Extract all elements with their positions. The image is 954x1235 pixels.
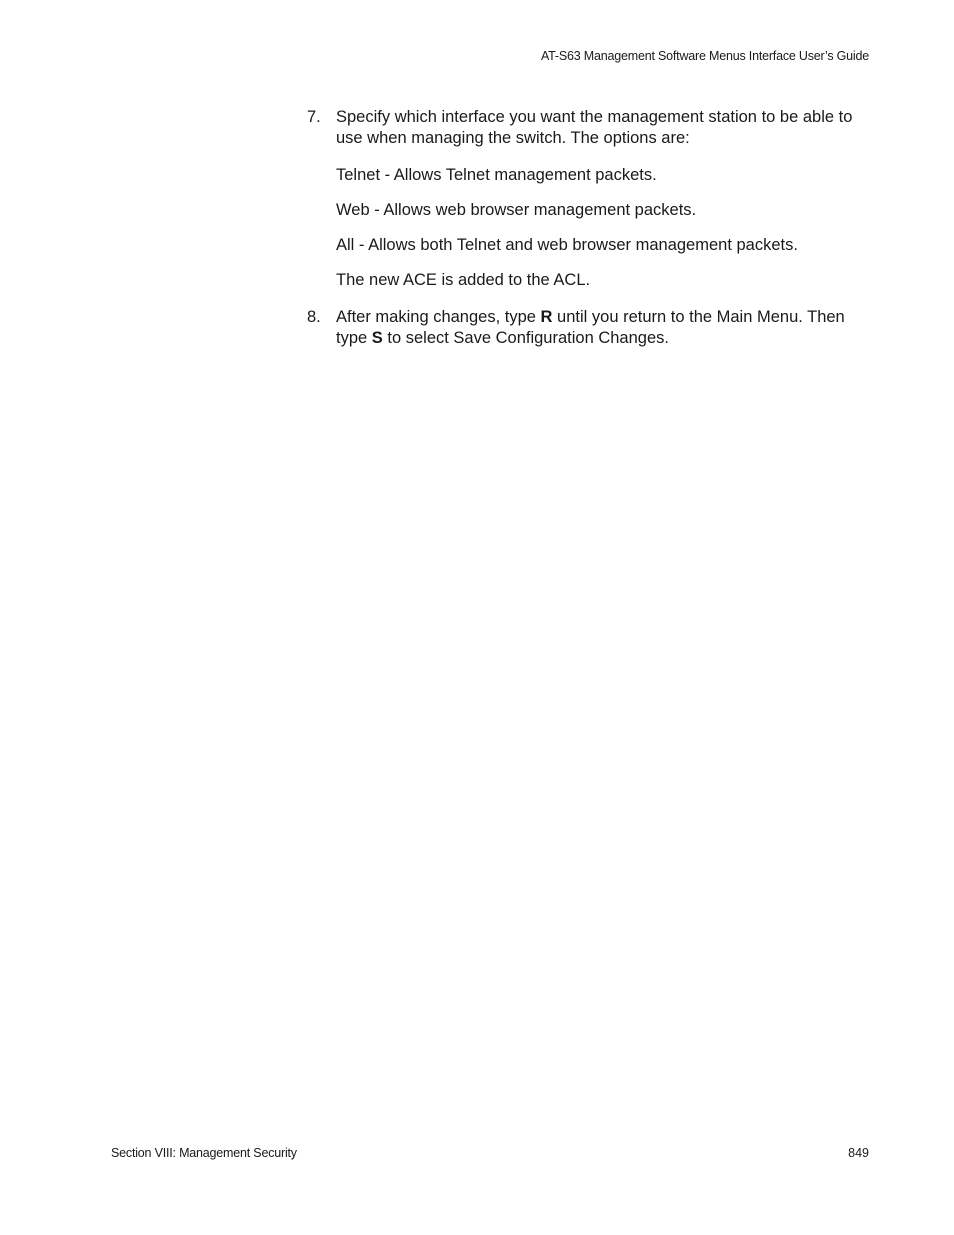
step-8: [307, 307, 877, 349]
option-web: Web - Allows web browser management packets.: [336, 201, 697, 219]
key-r: R: [540, 308, 553, 326]
page-number: 849: [848, 1146, 869, 1160]
step-text: Specify which interface you want the management station to be able to use when managing the switch. The options are:: [336, 108, 853, 147]
step-text-part: After making changes, type: [336, 308, 541, 326]
option-telnet: Telnet - Allows Telnet management packets.: [336, 166, 657, 184]
key-s: S: [371, 329, 383, 347]
step-text: [336, 307, 877, 349]
step-text-part: until you return to the Main Menu. Then type: [336, 308, 845, 347]
step-7: [307, 107, 877, 291]
step-number: 7.: [307, 108, 321, 126]
running-header: AT-S63 Management Software Menus Interface User’s Guide: [540, 49, 869, 63]
footer-section: Section VIII: Management Security: [111, 1146, 297, 1160]
page-content: [307, 107, 877, 349]
step-text-part: to select Save Configuration Changes.: [382, 329, 669, 347]
step-result: The new ACE is added to the ACL.: [336, 271, 591, 289]
step-number: 8.: [307, 308, 321, 326]
option-all: All - Allows both Telnet and web browser management packets.: [336, 236, 798, 254]
